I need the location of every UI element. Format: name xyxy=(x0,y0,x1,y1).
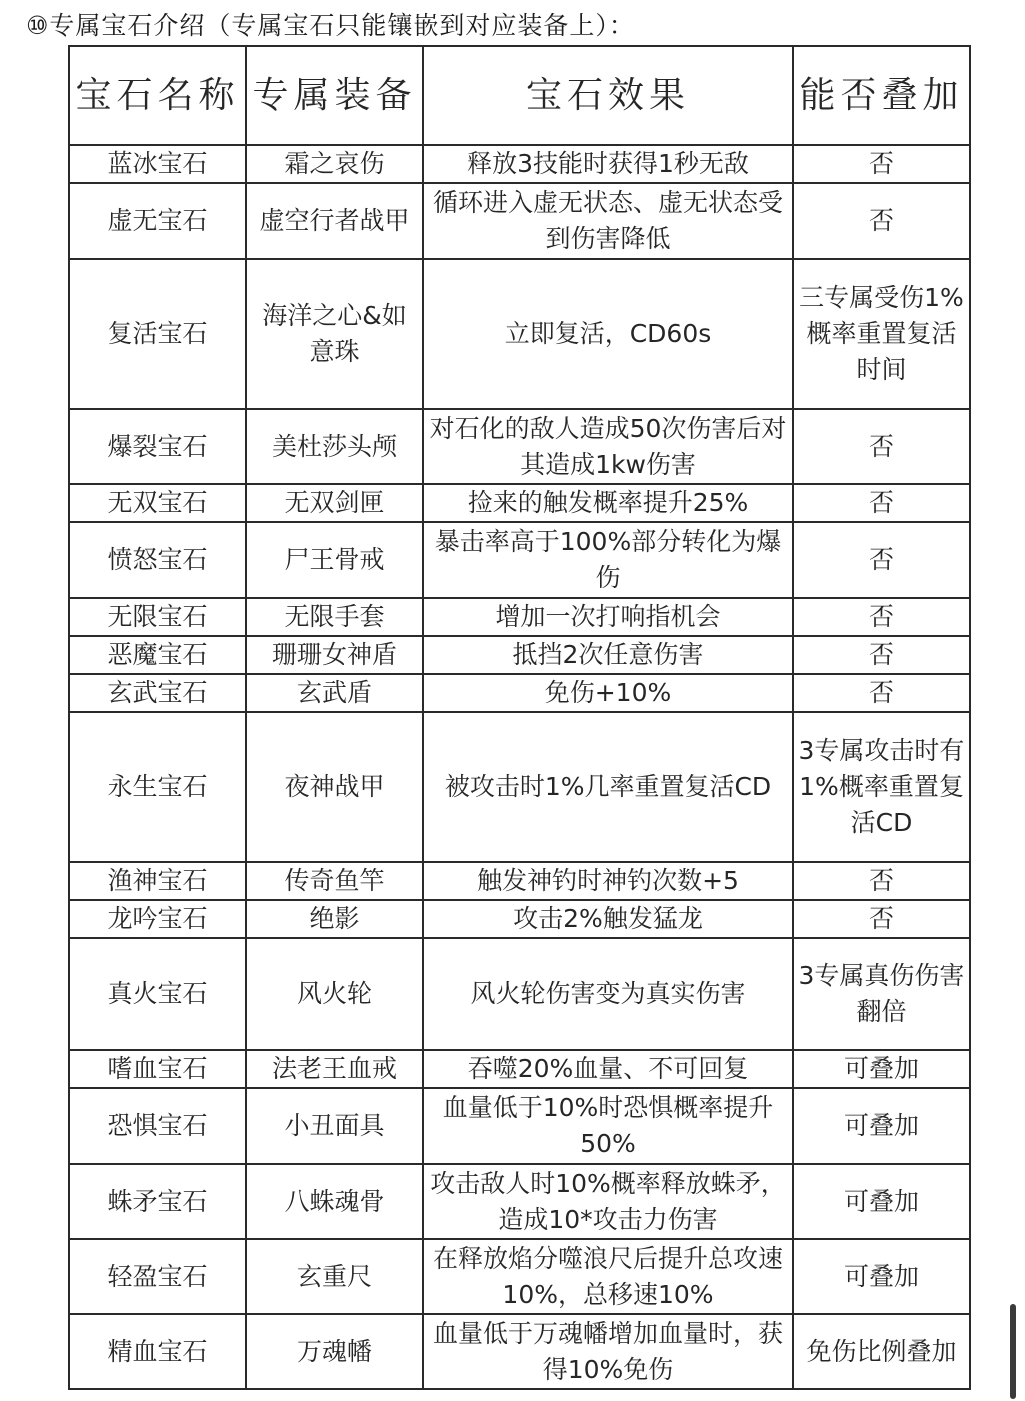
effect-cell: 攻击2%触发猛龙 xyxy=(423,900,793,938)
gem-name-cell: 永生宝石 xyxy=(69,712,246,862)
table-row xyxy=(69,1164,970,1239)
gem-name-cell: 无限宝石 xyxy=(69,598,246,636)
gem-name-cell: 玄武宝石 xyxy=(69,674,246,712)
gem-name-cell: 轻盈宝石 xyxy=(69,1239,246,1314)
effect-cell: 捡来的触发概率提升25% xyxy=(423,484,793,522)
table-row xyxy=(69,712,970,862)
effect-cell: 触发神钓时神钓次数+5 xyxy=(423,862,793,900)
stack-cell: 否 xyxy=(793,636,970,674)
equipment-cell: 传奇鱼竿 xyxy=(246,862,423,900)
table-row xyxy=(69,409,970,484)
effect-cell: 免伤+10% xyxy=(423,674,793,712)
stack-cell: 可叠加 xyxy=(793,1088,970,1164)
stack-cell: 否 xyxy=(793,409,970,484)
gem-name-cell: 真火宝石 xyxy=(69,938,246,1050)
stack-cell: 3专属真伤伤害翻倍 xyxy=(793,938,970,1050)
equipment-cell: 万魂幡 xyxy=(246,1314,423,1389)
header-gem-name: 宝石名称 xyxy=(69,46,246,145)
gem-name-cell: 渔神宝石 xyxy=(69,862,246,900)
stack-cell: 否 xyxy=(793,598,970,636)
gem-name-cell: 龙吟宝石 xyxy=(69,900,246,938)
stack-cell: 3专属攻击时有1%概率重置复活CD xyxy=(793,712,970,862)
equipment-cell: 海洋之心&如意珠 xyxy=(246,259,423,409)
effect-cell: 攻击敌人时10%概率释放蛛矛，造成10*攻击力伤害 xyxy=(423,1164,793,1239)
stack-cell: 可叠加 xyxy=(793,1164,970,1239)
stack-cell: 否 xyxy=(793,674,970,712)
header-gem-effect: 宝石效果 xyxy=(423,46,793,145)
effect-cell: 血量低于万魂幡增加血量时，获得10%免伤 xyxy=(423,1314,793,1389)
equipment-cell: 霜之哀伤 xyxy=(246,145,423,183)
gem-name-cell: 愤怒宝石 xyxy=(69,522,246,598)
effect-cell: 风火轮伤害变为真实伤害 xyxy=(423,938,793,1050)
effect-cell: 暴击率高于100%部分转化为爆伤 xyxy=(423,522,793,598)
stack-cell: 免伤比例叠加 xyxy=(793,1314,970,1389)
equipment-cell: 法老王血戒 xyxy=(246,1050,423,1088)
page-title: ⑩专属宝石介绍（专属宝石只能镶嵌到对应装备上）： xyxy=(26,11,635,40)
table-row xyxy=(69,598,970,636)
table-row xyxy=(69,674,970,712)
gem-name-cell: 嗜血宝石 xyxy=(69,1050,246,1088)
equipment-cell: 小丑面具 xyxy=(246,1088,423,1164)
table-header-row xyxy=(69,46,970,145)
equipment-cell: 八蛛魂骨 xyxy=(246,1164,423,1239)
table-row xyxy=(69,1088,970,1164)
stack-cell: 可叠加 xyxy=(793,1239,970,1314)
header-stackable: 能否叠加 xyxy=(793,46,970,145)
table-row xyxy=(69,484,970,522)
table-row xyxy=(69,259,970,409)
equipment-cell: 虚空行者战甲 xyxy=(246,183,423,259)
effect-cell: 被攻击时1%几率重置复活CD xyxy=(423,712,793,862)
stack-cell: 可叠加 xyxy=(793,1050,970,1088)
table-row xyxy=(69,145,970,183)
equipment-cell: 珊珊女神盾 xyxy=(246,636,423,674)
gem-name-cell: 恶魔宝石 xyxy=(69,636,246,674)
stack-cell: 否 xyxy=(793,183,970,259)
stack-cell: 否 xyxy=(793,484,970,522)
equipment-cell: 玄重尺 xyxy=(246,1239,423,1314)
gem-name-cell: 蛛矛宝石 xyxy=(69,1164,246,1239)
effect-cell: 血量低于10%时恐惧概率提升50% xyxy=(423,1088,793,1164)
table-row xyxy=(69,938,970,1050)
gem-name-cell: 爆裂宝石 xyxy=(69,409,246,484)
table-row xyxy=(69,1050,970,1088)
table-row xyxy=(69,522,970,598)
header-exclusive-equipment: 专属装备 xyxy=(246,46,423,145)
gem-name-cell: 恐惧宝石 xyxy=(69,1088,246,1164)
effect-cell: 抵挡2次任意伤害 xyxy=(423,636,793,674)
effect-cell: 吞噬20%血量、不可回复 xyxy=(423,1050,793,1088)
table-row xyxy=(69,1314,970,1389)
gem-name-cell: 精血宝石 xyxy=(69,1314,246,1389)
table-row xyxy=(69,862,970,900)
equipment-cell: 美杜莎头颅 xyxy=(246,409,423,484)
stack-cell: 三专属受伤1%概率重置复活时间 xyxy=(793,259,970,409)
effect-cell: 释放3技能时获得1秒无敌 xyxy=(423,145,793,183)
equipment-cell: 玄武盾 xyxy=(246,674,423,712)
gem-name-cell: 无双宝石 xyxy=(69,484,246,522)
gem-name-cell: 虚无宝石 xyxy=(69,183,246,259)
effect-cell: 增加一次打响指机会 xyxy=(423,598,793,636)
equipment-cell: 无双剑匣 xyxy=(246,484,423,522)
table-row xyxy=(69,900,970,938)
exclusive-gem-table xyxy=(68,45,971,1390)
table-row xyxy=(69,1239,970,1314)
equipment-cell: 风火轮 xyxy=(246,938,423,1050)
gem-name-cell: 蓝冰宝石 xyxy=(69,145,246,183)
gem-name-cell: 复活宝石 xyxy=(69,259,246,409)
equipment-cell: 尸王骨戒 xyxy=(246,522,423,598)
equipment-cell: 绝影 xyxy=(246,900,423,938)
stack-cell: 否 xyxy=(793,522,970,598)
effect-cell: 对石化的敌人造成50次伤害后对其造成1kw伤害 xyxy=(423,409,793,484)
stack-cell: 否 xyxy=(793,145,970,183)
stack-cell: 否 xyxy=(793,862,970,900)
effect-cell: 在释放焰分噬浪尺后提升总攻速10%，总移速10% xyxy=(423,1239,793,1314)
equipment-cell: 无限手套 xyxy=(246,598,423,636)
effect-cell: 循环进入虚无状态、虚无状态受到伤害降低 xyxy=(423,183,793,259)
table-row xyxy=(69,636,970,674)
stack-cell: 否 xyxy=(793,900,970,938)
effect-cell: 立即复活，CD60s xyxy=(423,259,793,409)
equipment-cell: 夜神战甲 xyxy=(246,712,423,862)
table-row xyxy=(69,183,970,259)
scrollbar[interactable] xyxy=(1010,1304,1016,1399)
